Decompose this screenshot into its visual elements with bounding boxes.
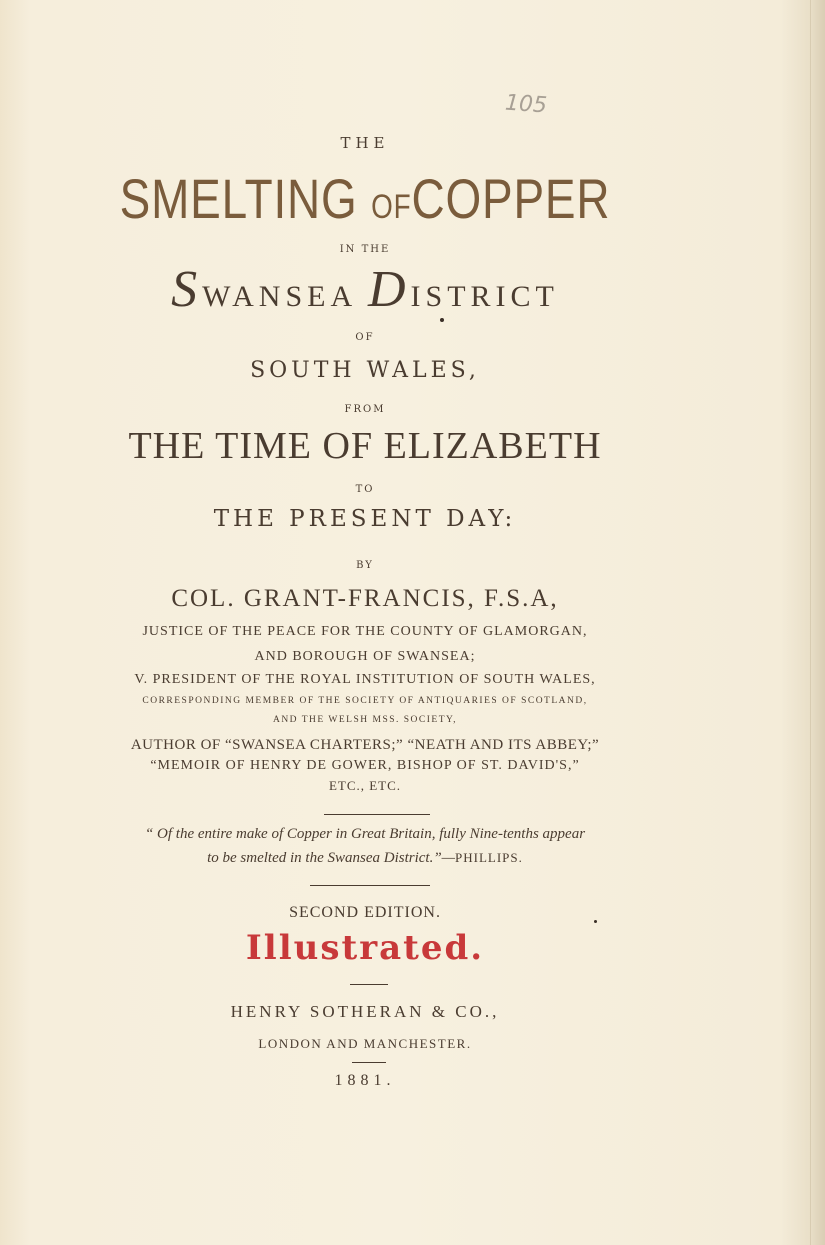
divider-rule [324, 814, 430, 815]
swansea-rest: WANSEA [202, 280, 368, 313]
title-the: THE [340, 134, 390, 152]
title-of-word: OF [371, 188, 412, 226]
author-name: COL. GRANT-FRANCIS, F.S.A, [171, 585, 559, 612]
divider-rule [350, 984, 388, 985]
divider-rule [352, 1062, 386, 1063]
publisher-city: LONDON AND MANCHESTER. [258, 1036, 472, 1051]
title-time-of-elizabeth: THE TIME OF ELIZABETH [128, 425, 602, 467]
ink-speck [594, 920, 597, 923]
author-by: BY [356, 560, 374, 571]
quote-line-2-text: to be smelted in the Swansea District.”— [207, 850, 456, 866]
pencil-note: 105 [504, 90, 548, 119]
ink-speck [440, 318, 444, 322]
title-swansea-district [0, 260, 730, 319]
title-of: OF [355, 332, 375, 343]
title-in-the: IN THE [339, 244, 391, 255]
title-present-day: THE PRESENT DAY: [213, 506, 517, 532]
edition-label: SECOND EDITION. [289, 904, 441, 921]
quote-line-2 [0, 850, 730, 867]
title-to: TO [355, 484, 375, 495]
title-copper-word: COPPER [411, 167, 611, 230]
title-smelting-of-copper [66, 166, 665, 231]
swansea-initial: S [171, 261, 203, 318]
quote-attribution: PHILLIPS. [455, 850, 523, 865]
publication-year: 1881. [334, 1072, 396, 1089]
illustrated-label: Illustrated. [245, 928, 485, 968]
author-works: AUTHOR OF “SWANSEA CHARTERS;” “NEATH AND ITS ABBEY;” [130, 737, 600, 753]
author-vice-president: V. PRESIDENT OF THE ROYAL INSTITUTION OF SOUTH WALES, [134, 672, 596, 687]
district-rest: ISTRICT [410, 280, 559, 313]
divider-rule [310, 885, 430, 886]
title-smelting-word: SMELTING [119, 167, 372, 230]
author-corresponding-member: CORRESPONDING MEMBER OF THE SOCIETY OF ANTIQUARIES OF SCOTLAND, [142, 696, 588, 706]
author-memoir: “MEMOIR OF HENRY DE GOWER, BISHOP OF ST. DAVID'S,” [150, 758, 580, 773]
author-justice: JUSTICE OF THE PEACE FOR THE COUNTY OF GLAMORGAN, [142, 624, 588, 639]
author-borough: AND BOROUGH OF SWANSEA; [254, 649, 476, 664]
author-welsh-society: AND THE WELSH MSS. SOCIETY, [272, 715, 458, 725]
district-initial: D [367, 261, 411, 318]
author-etc: ETC., ETC. [328, 778, 402, 793]
publisher-name: HENRY SOTHERAN & CO., [230, 1002, 500, 1021]
title-from: FROM [344, 404, 386, 415]
title-south-wales: SOUTH WALES, [250, 358, 480, 383]
quote-line-1: “ Of the entire make of Copper in Great Britain, fully Nine-tenths appear [144, 826, 586, 842]
page-edge [810, 0, 811, 1245]
